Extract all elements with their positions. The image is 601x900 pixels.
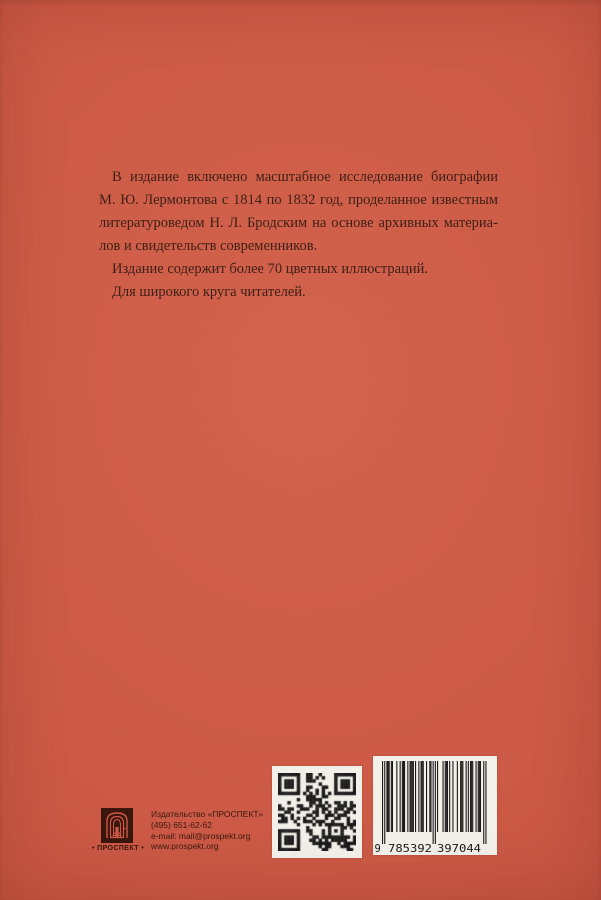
annotation-line-2: М. Ю. Лермонтова с 1814 по 1832 год, проделанное известным — [99, 192, 498, 208]
annotation-text — [99, 166, 498, 304]
publisher-website: www.prospekt.org — [151, 841, 219, 852]
svg-text:397044: 397044 — [437, 843, 481, 855]
annotation-line-5: Издание содержит более 70 цветных иллюстраций. — [112, 261, 428, 277]
qr-code-pattern — [278, 773, 356, 851]
annotation-line-1: В издание включено масштабное исследование биографии — [112, 169, 498, 185]
publisher-email: e-mail: mail@prospekt.org — [151, 830, 251, 841]
svg-text:785392: 785392 — [388, 843, 432, 855]
publisher-phone: (495) 651-62-62 — [151, 819, 212, 830]
ean13-barcode-graphic — [373, 756, 497, 855]
ean13-barcode — [373, 756, 497, 855]
prospekt-logo-caption: • ПРОСПЕКТ • — [91, 845, 145, 852]
annotation-line-4: лов и свидетельств современников. — [99, 238, 318, 254]
publisher-name: Издательство «ПРОСПЕКТ» — [151, 809, 263, 819]
annotation-line-3: литературоведом Н. Л. Бродским на основе архивных материа- — [99, 215, 498, 231]
arch-icon — [100, 807, 134, 844]
prospekt-logo — [100, 807, 134, 844]
svg-text:9: 9 — [374, 843, 381, 855]
publisher-contact-block — [151, 809, 271, 852]
qr-code — [272, 766, 362, 858]
annotation-line-6: Для широкого круга читателей. — [112, 284, 306, 300]
